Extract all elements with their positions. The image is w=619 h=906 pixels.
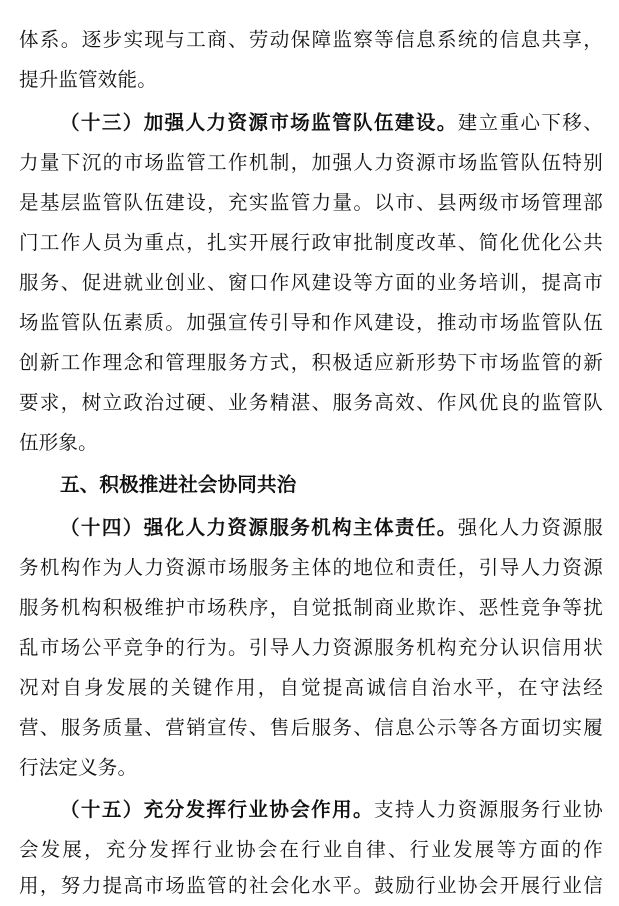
para-2-line-5: 服务、促进就业创业、窗口作风建设等方面的业务培训，提高市 <box>19 271 603 294</box>
para-4-line-1 <box>60 790 603 830</box>
para-2-line-6: 场监管队伍素质。加强宣传引导和作风建设，推动市场监管队伍 <box>19 311 603 334</box>
para-2-line-9: 伍形象。 <box>19 431 98 454</box>
para-3-line-5: 况对自身发展的关键作用，自觉提高诚信自治水平，在守法经 <box>19 676 603 699</box>
para-2-line-1 <box>60 103 603 143</box>
para-3-line-4: 乱市场公平竞争的行为。引导人力资源服务机构充分认识信用状 <box>19 636 603 659</box>
para-2-line-1-rest: 建立重心下移、 <box>457 111 603 134</box>
para-4-line-1-rest: 支持人力资源服务行业协 <box>373 798 603 821</box>
section-5-heading: 五、积极推进社会协同共治 <box>60 473 297 496</box>
para-2-lead: （十三）加强人力资源市场监管队伍建设。 <box>60 111 458 134</box>
para-2-line-3: 是基层监管队伍建设，充实监管力量。以市、县两级市场管理部 <box>19 191 603 214</box>
para-1-line-2: 提升监管效能。 <box>19 68 157 91</box>
para-3-line-1-rest: 强化人力资源服 <box>457 516 603 539</box>
para-2-line-2: 力量下沉的市场监管工作机制，加强人力资源市场监管队伍特别 <box>19 151 603 174</box>
para-3-line-6: 营、服务质量、营销宣传、售后服务、信息公示等各方面切实履 <box>19 716 603 739</box>
para-3-line-2: 务机构作为人力资源市场服务主体的地位和责任，引导人力资源 <box>19 556 603 579</box>
para-3-line-1 <box>60 508 603 548</box>
para-2-line-8: 要求，树立政治过硬、业务精湛、服务高效、作风优良的监管队 <box>19 391 603 414</box>
para-3-lead: （十四）强化人力资源服务机构主体责任。 <box>60 516 458 539</box>
para-4-line-3: 用，努力提高市场监管的社会化水平。鼓励行业协会开展行业信 <box>19 874 603 897</box>
para-2-line-4: 门工作人员为重点，扎实开展行政审批制度改革、简化优化公共 <box>19 231 603 254</box>
para-2-line-7: 创新工作理念和管理服务方式，积极适应新形势下市场监管的新 <box>19 351 603 374</box>
para-4-lead: （十五）充分发挥行业协会作用。 <box>60 798 374 821</box>
para-4-line-2: 会发展，充分发挥行业协会在行业自律、行业发展等方面的作 <box>19 838 603 861</box>
para-3-line-7: 行法定义务。 <box>19 756 138 779</box>
para-1-line-1: 体系。逐步实现与工商、劳动保障监察等信息系统的信息共享， <box>19 28 603 51</box>
para-3-line-3: 服务机构积极维护市场秩序，自觉抵制商业欺诈、恶性竞争等扰 <box>19 596 603 619</box>
